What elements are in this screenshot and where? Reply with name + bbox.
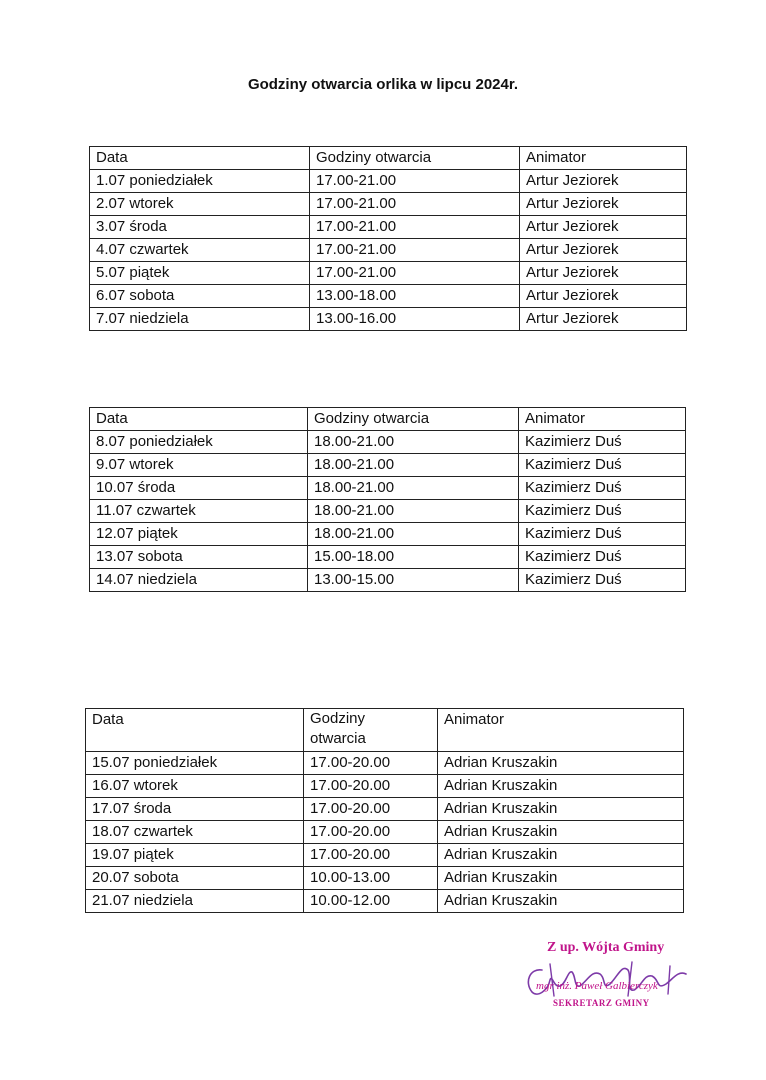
animator-cell: Kazimierz Duś — [519, 546, 686, 569]
date-cell: 11.07 czwartek — [90, 500, 308, 523]
animator-cell: Artur Jeziorek — [520, 239, 687, 262]
table-row — [90, 308, 687, 331]
table-row — [90, 216, 687, 239]
date-cell: 5.07 piątek — [90, 262, 310, 285]
table-row — [86, 775, 684, 798]
table-row — [86, 890, 684, 913]
table-row — [86, 867, 684, 890]
header-animator: Animator — [519, 408, 686, 431]
animator-cell: Kazimierz Duś — [519, 569, 686, 592]
hours-cell: 17.00-21.00 — [310, 262, 520, 285]
table-row — [90, 193, 687, 216]
table-header-row — [90, 408, 686, 431]
stamp-line-title: SEKRETARZ GMINY — [553, 998, 650, 1008]
header-hours: Godziny otwarcia — [310, 147, 520, 170]
animator-cell: Adrian Kruszakin — [438, 821, 684, 844]
hours-cell: 17.00-21.00 — [310, 216, 520, 239]
hours-cell: 17.00-20.00 — [304, 844, 438, 867]
date-cell: 2.07 wtorek — [90, 193, 310, 216]
hours-cell: 18.00-21.00 — [308, 523, 519, 546]
table-row — [90, 477, 686, 500]
official-stamp — [510, 940, 710, 1020]
header-hours: Godziny otwarcia — [304, 709, 438, 752]
date-cell: 13.07 sobota — [90, 546, 308, 569]
hours-cell: 13.00-16.00 — [310, 308, 520, 331]
table-row — [86, 752, 684, 775]
date-cell: 9.07 wtorek — [90, 454, 308, 477]
hours-cell: 17.00-21.00 — [310, 193, 520, 216]
date-cell: 10.07 środa — [90, 477, 308, 500]
date-cell: 20.07 sobota — [86, 867, 304, 890]
date-cell: 18.07 czwartek — [86, 821, 304, 844]
date-cell: 7.07 niedziela — [90, 308, 310, 331]
hours-cell: 13.00-18.00 — [310, 285, 520, 308]
header-animator: Animator — [438, 709, 684, 752]
date-cell: 16.07 wtorek — [86, 775, 304, 798]
hours-cell: 17.00-20.00 — [304, 752, 438, 775]
animator-cell: Kazimierz Duś — [519, 454, 686, 477]
hours-cell: 18.00-21.00 — [308, 454, 519, 477]
table-row — [90, 285, 687, 308]
animator-cell: Adrian Kruszakin — [438, 798, 684, 821]
animator-cell: Kazimierz Duś — [519, 523, 686, 546]
date-cell: 19.07 piątek — [86, 844, 304, 867]
date-cell: 15.07 poniedziałek — [86, 752, 304, 775]
hours-cell: 18.00-21.00 — [308, 431, 519, 454]
date-cell: 3.07 środa — [90, 216, 310, 239]
header-hours: Godziny otwarcia — [308, 408, 519, 431]
table-row — [90, 546, 686, 569]
animator-cell: Adrian Kruszakin — [438, 890, 684, 913]
animator-cell: Adrian Kruszakin — [438, 752, 684, 775]
hours-cell: 18.00-21.00 — [308, 500, 519, 523]
document-title: Godziny otwarcia orlika w lipcu 2024r. — [247, 76, 519, 93]
table-row — [90, 523, 686, 546]
animator-cell: Adrian Kruszakin — [438, 844, 684, 867]
animator-cell: Kazimierz Duś — [519, 500, 686, 523]
animator-cell: Adrian Kruszakin — [438, 775, 684, 798]
hours-cell: 17.00-20.00 — [304, 821, 438, 844]
table-header-row — [90, 147, 687, 170]
hours-cell: 15.00-18.00 — [308, 546, 519, 569]
table-row — [90, 454, 686, 477]
animator-cell: Kazimierz Duś — [519, 477, 686, 500]
schedule-table-week-1 — [89, 146, 687, 331]
animator-cell: Artur Jeziorek — [520, 193, 687, 216]
animator-cell: Artur Jeziorek — [520, 216, 687, 239]
date-cell: 8.07 poniedziałek — [90, 431, 308, 454]
header-data: Data — [90, 408, 308, 431]
table-row — [86, 844, 684, 867]
header-data: Data — [90, 147, 310, 170]
hours-cell: 10.00-12.00 — [304, 890, 438, 913]
stamp-line-authority: Z up. Wójta Gminy — [547, 940, 665, 955]
stamp-line-name: mgr inż. Paweł Galbierczyk — [536, 980, 658, 992]
hours-cell: 17.00-21.00 — [310, 239, 520, 262]
table-row — [90, 262, 687, 285]
animator-cell: Adrian Kruszakin — [438, 867, 684, 890]
date-cell: 4.07 czwartek — [90, 239, 310, 262]
date-cell: 14.07 niedziela — [90, 569, 308, 592]
animator-cell: Artur Jeziorek — [520, 285, 687, 308]
date-cell: 17.07 środa — [86, 798, 304, 821]
table-row — [86, 798, 684, 821]
hours-cell: 17.00-21.00 — [310, 170, 520, 193]
hours-cell: 18.00-21.00 — [308, 477, 519, 500]
table-row — [90, 500, 686, 523]
animator-cell: Artur Jeziorek — [520, 262, 687, 285]
animator-cell: Artur Jeziorek — [520, 308, 687, 331]
header-animator: Animator — [520, 147, 687, 170]
hours-cell: 17.00-20.00 — [304, 775, 438, 798]
date-cell: 1.07 poniedziałek — [90, 170, 310, 193]
date-cell: 6.07 sobota — [90, 285, 310, 308]
date-cell: 12.07 piątek — [90, 523, 308, 546]
table-row — [86, 821, 684, 844]
schedule-table-week-2 — [89, 407, 686, 592]
schedule-table-week-3 — [85, 708, 684, 913]
animator-cell: Kazimierz Duś — [519, 431, 686, 454]
table-row — [90, 431, 686, 454]
table-row — [90, 239, 687, 262]
table-row — [90, 569, 686, 592]
date-cell: 21.07 niedziela — [86, 890, 304, 913]
header-data: Data — [86, 709, 304, 752]
table-row — [90, 170, 687, 193]
table-header-row — [86, 709, 684, 752]
hours-cell: 10.00-13.00 — [304, 867, 438, 890]
hours-cell: 13.00-15.00 — [308, 569, 519, 592]
animator-cell: Artur Jeziorek — [520, 170, 687, 193]
hours-cell: 17.00-20.00 — [304, 798, 438, 821]
